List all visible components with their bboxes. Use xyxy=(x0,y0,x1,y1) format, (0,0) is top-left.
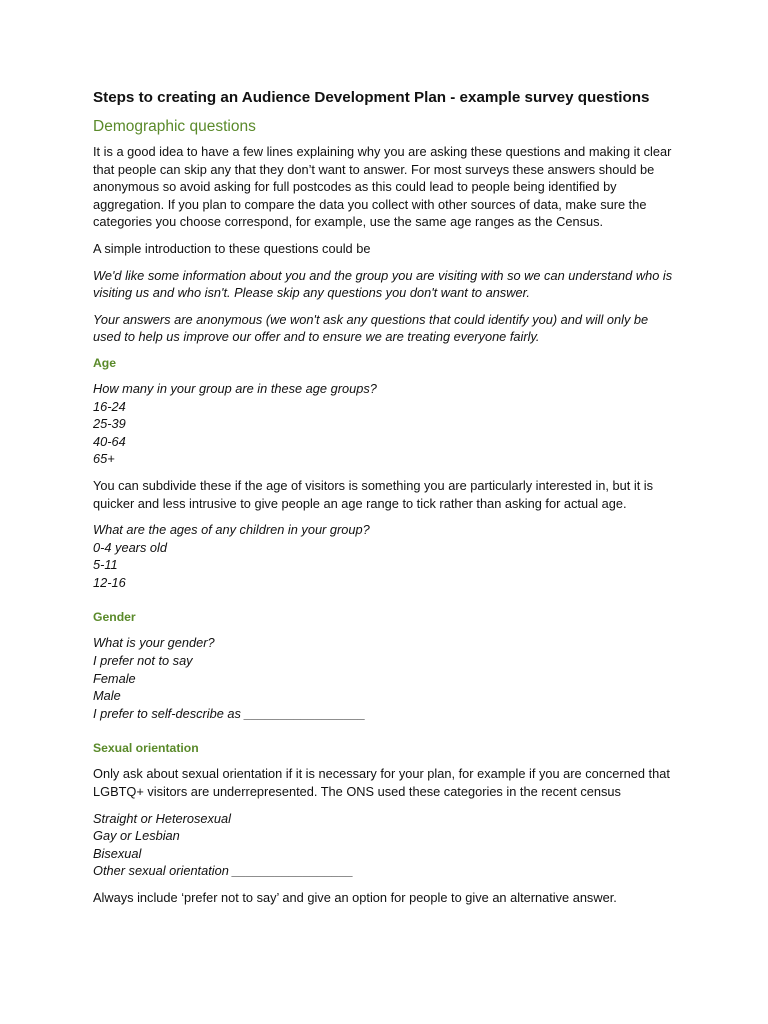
sexual-orientation-heading: Sexual orientation xyxy=(93,741,199,756)
age-question: How many in your group are in these age groups? xyxy=(93,380,377,396)
age-option: 25-39 xyxy=(93,416,126,432)
gender-option: Male xyxy=(93,688,121,704)
children-option: 12-16 xyxy=(93,574,126,590)
children-question-block xyxy=(93,521,678,591)
sexual-orientation-options xyxy=(93,810,678,880)
children-option: 5-11 xyxy=(93,557,118,573)
children-option: 0-4 years old xyxy=(93,539,167,555)
gender-heading: Gender xyxy=(93,610,136,625)
age-option: 40-64 xyxy=(93,433,126,449)
section-heading-demographic: Demographic questions xyxy=(93,118,256,135)
sexual-orientation-option: Straight or Heterosexual xyxy=(93,810,231,826)
age-note: You can subdivide these if the age of visitors is something you are particularly interested in, but it is quicker and less intrusive to give people an age range to tick rather than asking for actual age. xyxy=(93,477,654,511)
gender-question: What is your gender? xyxy=(93,635,215,651)
sexual-orientation-option: Other sexual orientation _________________ xyxy=(93,863,354,879)
sexual-orientation-option: Gay or Lesbian xyxy=(93,828,180,844)
intro-lead: A simple introduction to these questions could be xyxy=(93,240,371,256)
intro-paragraph: It is a good idea to have a few lines explaining why you are asking these questions and making it clear that people can skip any that they don’t want to answer. For most surveys these answers should be anonymous so avoid asking for full postcodes as this could lead to people being identified by aggregation. If you plan to compare the data you collect with other sources of data, make sure the categories you choose correspond, for example, use the same age ranges as the Census. xyxy=(93,144,672,230)
sexual-orientation-option: Bisexual xyxy=(93,845,142,861)
document-page xyxy=(93,88,678,916)
gender-option: I prefer not to say xyxy=(93,653,193,669)
age-option: 65+ xyxy=(93,451,115,467)
gender-option: Female xyxy=(93,670,136,686)
age-option: 16-24 xyxy=(93,398,126,414)
document-title: Steps to creating an Audience Development Plan - example survey questions xyxy=(93,89,650,106)
example-intro-2: Your answers are anonymous (we won't ask any questions that could identify you) and will only be used to help us improve our offer and to ensure we are treating everyone fairly. xyxy=(93,311,649,345)
sexual-orientation-closing-note: Always include ‘prefer not to say’ and give an option for people to give an alternative answer. xyxy=(93,890,617,905)
children-question: What are the ages of any children in your group? xyxy=(93,522,370,538)
age-question-block xyxy=(93,380,678,468)
gender-question-block xyxy=(93,634,678,722)
gender-option: I prefer to self-describe as _________________ xyxy=(93,705,366,721)
sexual-orientation-note: Only ask about sexual orientation if it is necessary for your plan, for example if you are concerned that LGBTQ+ visitors are underrepresented. The ONS used these categories in the recent census xyxy=(93,766,670,800)
example-intro-1: We'd like some information about you and the group you are visiting with so we can understand who is visiting us and who isn't. Please skip any questions you don't want to answer. xyxy=(93,267,673,301)
age-heading: Age xyxy=(93,355,117,370)
